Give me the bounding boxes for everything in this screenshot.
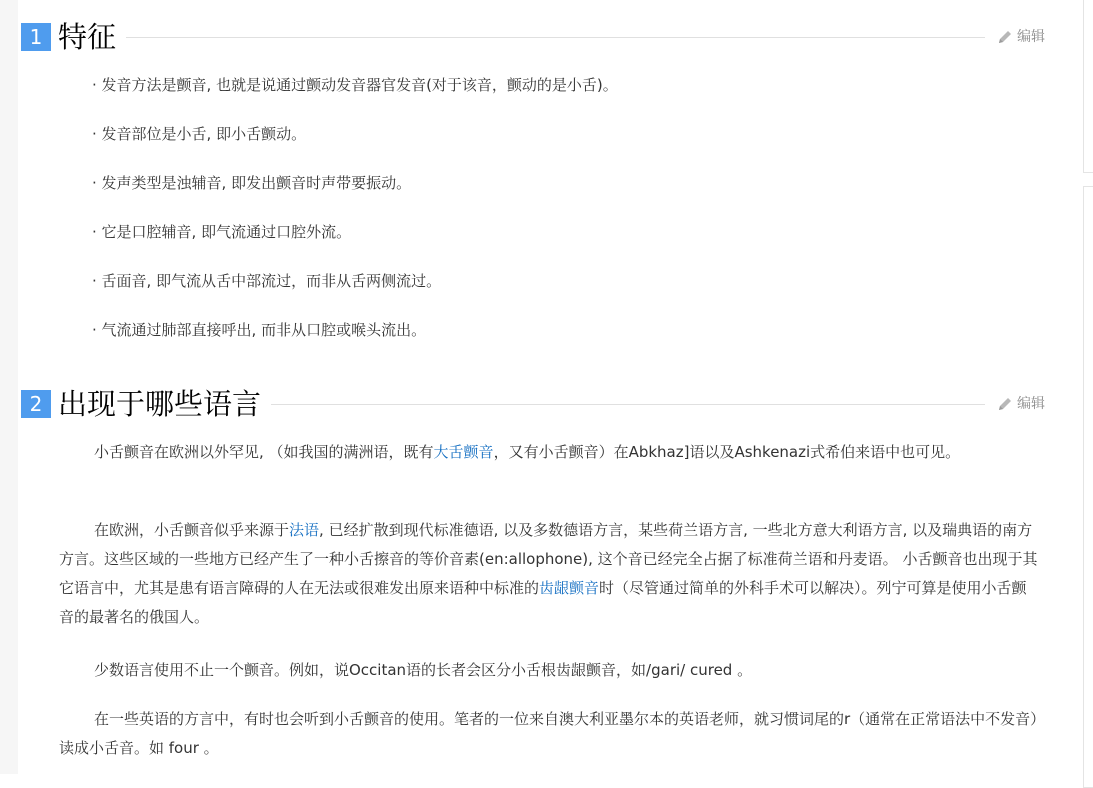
paragraph-text: 少数语言使用不止一个颤音。例如，说Occitan语的长者会区分小舌根齿龈颤音，如/gari/ cured 。 [94, 661, 753, 679]
section-title: 出现于哪些语言 [58, 384, 271, 424]
side-panel [1083, 0, 1093, 173]
edit-button[interactable] [991, 27, 1045, 47]
paragraph [59, 516, 1041, 632]
pencil-icon [997, 29, 1013, 45]
section-divider [81, 37, 985, 38]
section-title: 特征 [58, 17, 126, 57]
side-panel [1083, 186, 1093, 788]
paragraph [59, 438, 1041, 467]
paragraph-text: 在一些英语的方言中，有时也会听到小舌颤音的使用。笔者的一位来自澳大利亚墨尔本的英语老师，就习惯词尾的r（通常在正常语法中不发音）读成小舌音。如 four 。 [59, 710, 1038, 757]
paragraph [59, 705, 1041, 763]
edit-button[interactable] [991, 394, 1045, 414]
link-alveolar-trill-2[interactable]: 齿龈颤音 [539, 579, 600, 597]
list-item: · 它是口腔辅音, 即气流通过口腔外流。 [92, 223, 352, 241]
list-item: · 舌面音, 即气流从舌中部流过，而非从舌两侧流过。 [92, 272, 442, 290]
paragraph-text: 小舌颤音在欧洲以外罕见, （如我国的满洲语，既有 [94, 443, 434, 461]
edit-label: 编辑 [1017, 29, 1045, 45]
list-item: · 气流通过肺部直接呼出, 而非从口腔或喉头流出。 [92, 321, 427, 339]
section-header-features [21, 17, 1051, 57]
paragraph-text: 时（尽管通过简单的外科手术可以解决）。列宁可算是使用小舌颤音的最著名的俄国人。 [59, 579, 1027, 626]
link-alveolar-trill[interactable]: 大舌颤音 [433, 443, 494, 461]
link-french[interactable]: 法语 [289, 521, 320, 539]
paragraph [59, 656, 1041, 685]
edit-label: 编辑 [1017, 396, 1045, 412]
left-gutter [0, 0, 18, 774]
section-number: 1 [21, 23, 51, 51]
pencil-icon [997, 396, 1013, 412]
paragraph-text: 在欧洲，小舌颤音似乎来源于 [94, 521, 290, 539]
paragraph-text: , 已经扩散到现代标准德语, 以及多数德语方言，某些荷兰语方言, 一些北方意大利语方言, 以及瑞典语的南方方言。这些区域的一些地方已经产生了一种小舌擦音的等价音素(en:allophone), 这个音已经完全占据了标准荷兰语和丹麦语。 小舌颤音也出现于其它语言中，尤其是患有语言障碍的人在无法或很难发出原来语种中标准的 [59, 521, 1038, 597]
section-header-languages [21, 384, 1051, 424]
list-item: · 发音方法是颤音, 也就是说通过颤动发音器官发音(对于该音，颤动的是小舌)。 [92, 76, 618, 94]
list-item: · 发声类型是浊辅音, 即发出颤音时声带要振动。 [92, 174, 412, 192]
paragraph-text: ，又有小舌颤音）在Abkhaz]语以及Ashkenazi式希伯来语中也可见。 [493, 443, 961, 461]
list-item: · 发音部位是小舌, 即小舌颤动。 [92, 125, 307, 143]
section-number: 2 [21, 390, 51, 418]
